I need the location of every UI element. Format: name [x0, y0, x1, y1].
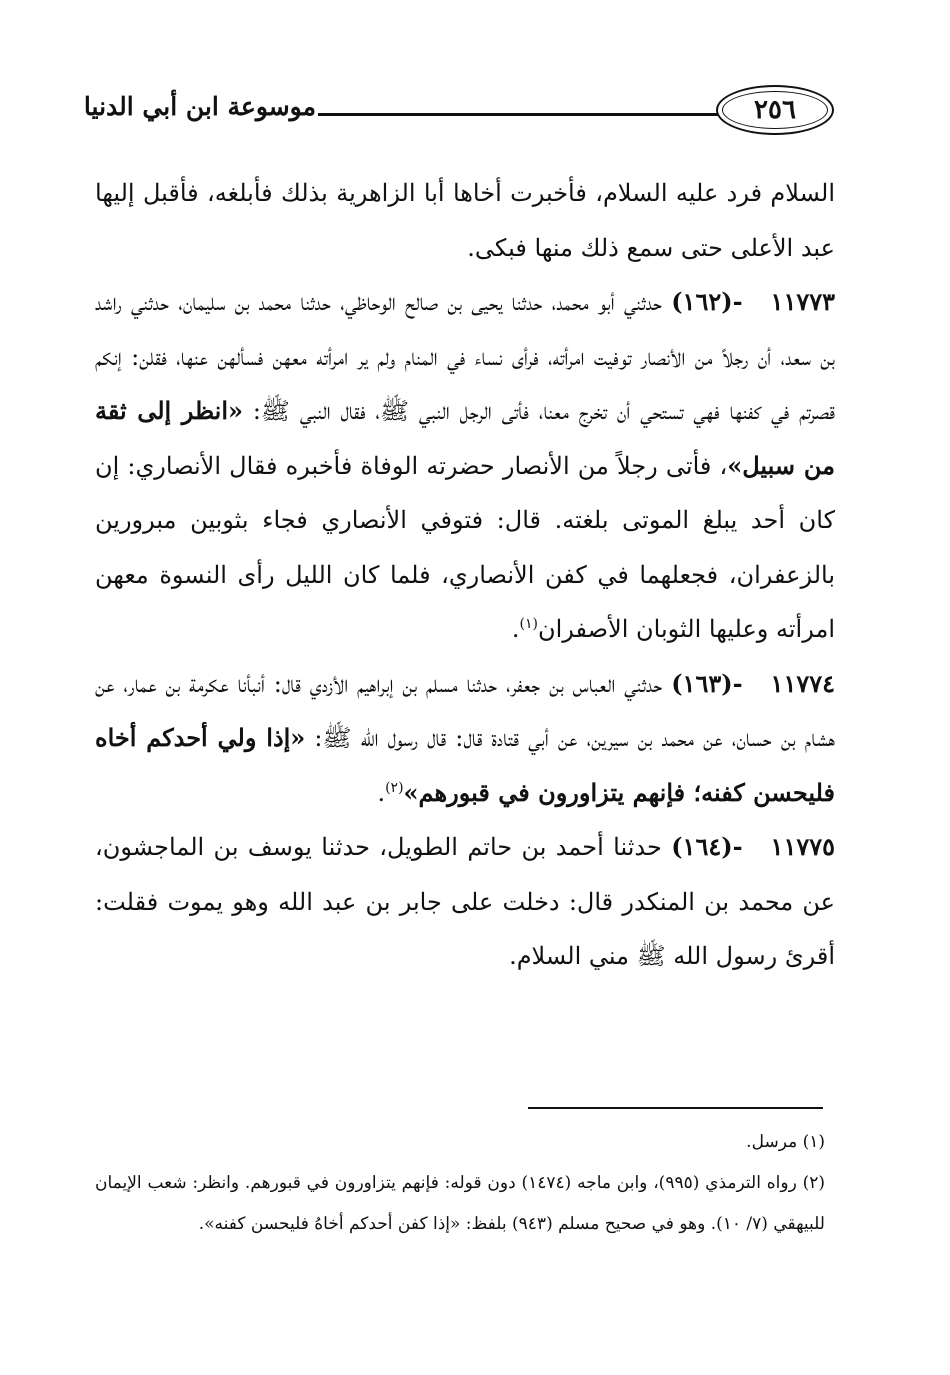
footnote-2: [95, 1163, 825, 1245]
footnote-1: [95, 1122, 825, 1163]
paragraph-text: السلام فرد عليه السلام، فأخبرت أخاها أبا الزاهرية بذلك فأبلغه، فأقبل إليها عبد الأعلى حتى سمع ذلك منها فبكى.: [95, 179, 835, 262]
hadith-paragraph: [95, 820, 835, 984]
footnote-text: (٢) رواه الترمذي (٩٩٥)، وابن ماجه (١٤٧٤) دون قوله: فإنهم يتزاورون في قبورهم. وانظر: شعب الإيمان للبيهقي (٧/ ١٠). وهو في صحيح مسلم (٩٤٣) بلفظ: «إذا كفن أحدكم أخاهُ فليحسن كفنه».: [95, 1173, 826, 1234]
hadith-text: ، فأتى رجلاً من الأنصار حضرته الوفاة فأخبره فقال الأنصاري: إن كان أحد يبلغ الموتى بلغته. قال: فتوفي الأنصاري فجاء بثوبين مبرورين بالزعفران، فجعلهما في كفن الأنصاري، فلما كان الليل رأى النسوة معهن امرأته وعليها الثوبان الأصفران: [95, 451, 835, 643]
footnote-marker[interactable]: (٢): [385, 779, 404, 796]
footnote-text: (١) مرسل.: [746, 1132, 825, 1152]
page-header: [83, 78, 840, 144]
hadith-paragraph: [95, 657, 835, 821]
hadith-text: حدثنا أحمد بن حاتم الطويل، حدثنا يوسف بن الماجشون، عن محمد بن المنكدر قال: دخلت على جابر بن عبد الله وهو يموت فقلت: أقرئ رسول الله ﷺ مني السلام.: [95, 833, 836, 970]
hadith-text: حدثني العباس بن جعفر، حدثنا مسلم بن إبراهيم الأزدي قال: أنبأنا عكرمة بن عمار، عن هشام بن حسان، عن محمد بن سيرين، عن أبي قتادة قال: قال رسول الله ﷺ:: [95, 669, 835, 752]
main-text: [95, 166, 835, 984]
footnote-separator: [528, 1107, 823, 1109]
prophetic-quote: «انظر إلى ثقة من سبيل»: [95, 396, 835, 480]
indent: [743, 288, 771, 316]
sentence-end: .: [511, 615, 520, 643]
book-title: موسوعة ابن أبي الدنيا: [83, 92, 316, 121]
paragraph-continuation: [95, 166, 835, 275]
page-number: ٢٥٦: [754, 95, 796, 125]
indent: [743, 833, 771, 861]
hadith-number: ١١٧٧٣-(١٦٢): [671, 287, 835, 316]
hadith-number: ١١٧٧٤-(١٦٣): [671, 668, 835, 698]
header-rule: [318, 113, 718, 116]
hadith-number: ١١٧٧٥-(١٦٤): [671, 832, 835, 861]
indent: [743, 670, 771, 698]
sentence-end: .: [377, 778, 386, 807]
prophetic-quote: «إذا ولي أحدكم أخاه فليحسن كفنه؛ فإنهم يتزاورون في قبورهم»: [95, 723, 835, 807]
page-number-frame: [716, 85, 834, 135]
hadith-paragraph: [95, 275, 835, 657]
footnote-marker[interactable]: (١): [519, 616, 538, 632]
footnotes: [95, 1122, 825, 1245]
hadith-text: حدثني أبو محمد، حدثنا يحيى بن صالح الوحاظي، حدثنا محمد بن سليمان، حدثني راشد بن سعد، أن رجلاً من الأنصار توفيت امرأته، فرأى نساء في المنام ولم ير امرأته معهن فسألهن عنها، فقلن: إنكم قصرتم في كفنها فهي تستحي أن تخرج معنا، فأتى الرجل النبي ﷺ، فقال النبي ﷺ:: [95, 288, 835, 425]
